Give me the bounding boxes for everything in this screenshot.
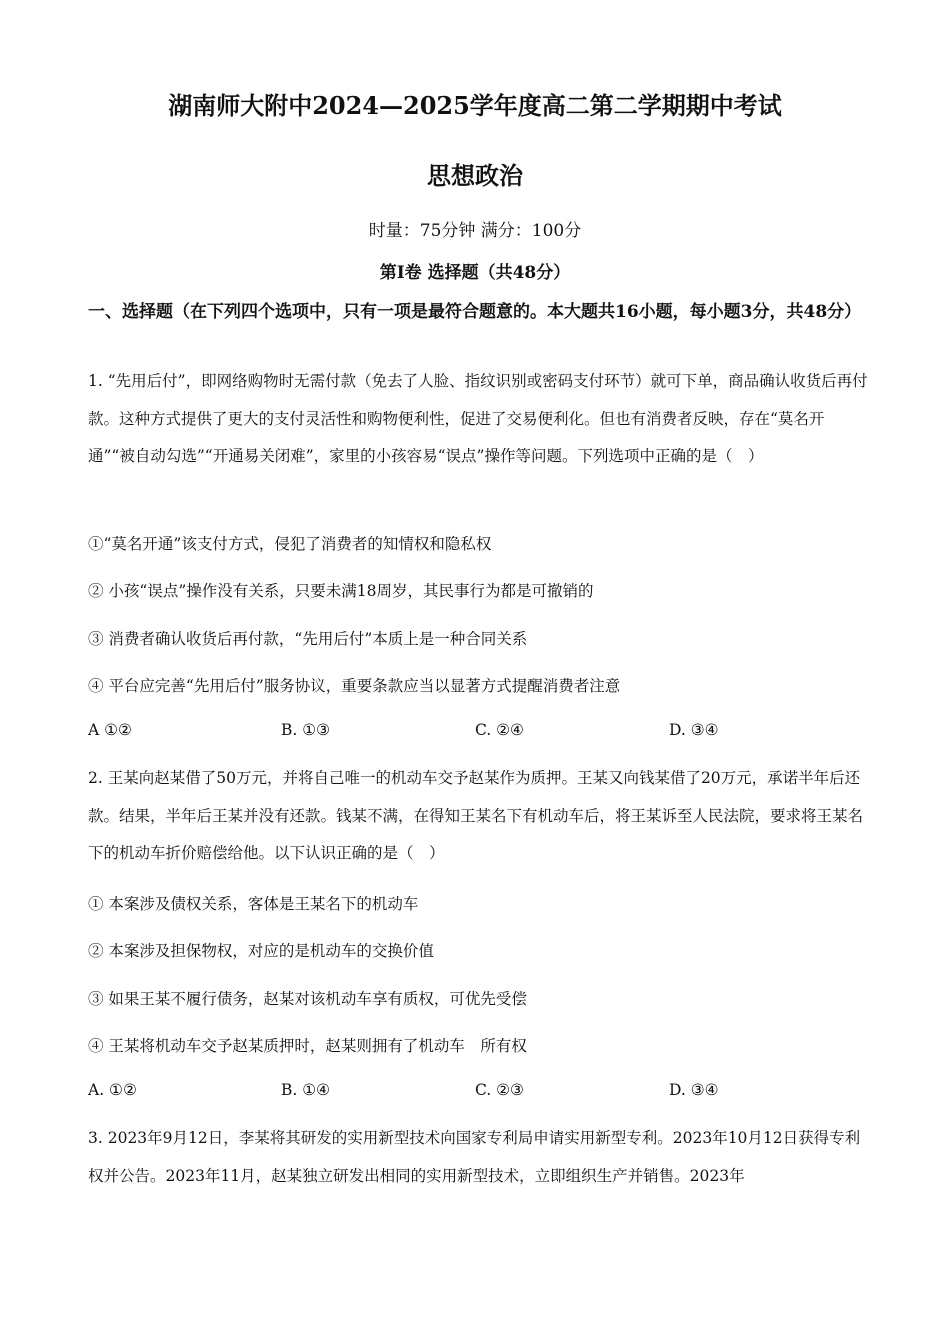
- question-1-stem: 1. “先用后付”，即网络购物时无需付款（免去了人脸、指纹识别或密码支付环节）就可下单，商品确认收货后再付款。这种方式提供了更大的支付灵活性和购物便利性，促进了交易便利化。但也有消费者反映，存在“莫名开通”“被自动勾选”“开通易关闭难”，家里的小孩容易“误点”操作等问题。下列选项中正确的是（ ）: [88, 372, 868, 465]
- question-1-statement-1: ①“莫名开通”该支付方式，侵犯了消费者的知情权和隐私权: [88, 535, 492, 553]
- question-2-statement-1: ① 本案涉及债权关系，客体是王某名下的机动车: [88, 895, 419, 913]
- question-1-option-a: A ①②: [88, 721, 132, 739]
- question-2-stem: 2. 王某向赵某借了50万元，并将自己唯一的机动车交予赵某作为质押。王某又向钱某借了20万元，承诺半年后还款。结果，半年后王某并没有还款。钱某不满，在得知王某名下有机动车后，将王某诉至人民法院，要求将王某名下的机动车折价赔偿给他。以下认识正确的是（ ）: [88, 769, 864, 862]
- question-1-option-d: D. ③④: [669, 721, 719, 739]
- question-1-statement-3: ③ 消费者确认收货后再付款，“先用后付”本质上是一种合同关系: [88, 630, 528, 648]
- section-instruction: 一、选择题（在下列四个选项中，只有一项是最符合题意的。本大题共16小题，每小题3分，共48分）: [88, 302, 862, 322]
- question-2-option-a: A. ①②: [88, 1081, 137, 1099]
- question-2-option-d: D. ③④: [669, 1081, 719, 1099]
- question-3-stem: 3. 2023年9月12日，李某将其研发的实用新型技术向国家专利局申请实用新型专利。2023年10月12日获得专利权并公告。2023年11月，赵某独立研发出相同的实用新型技术，立即组织生产并销售。2023年: [88, 1129, 861, 1185]
- exam-title: 湖南师大附中2024—2025学年度高二第二学期期中考试: [168, 91, 782, 120]
- question-1-statement-4: ④ 平台应完善“先用后付”服务协议，重要条款应当以显著方式提醒消费者注意: [88, 677, 621, 695]
- question-1-option-c: C. ②④: [475, 721, 524, 739]
- exam-meta: 时量：75分钟 满分：100分: [368, 221, 582, 241]
- question-2-option-c: C. ②③: [475, 1081, 524, 1099]
- question-2-statement-2: ② 本案涉及担保物权，对应的是机动车的交换价值: [88, 942, 434, 960]
- question-1-option-b: B. ①③: [281, 721, 331, 739]
- question-2-option-b: B. ①④: [281, 1081, 331, 1099]
- question-2-statement-4: ④ 王某将机动车交予赵某质押时，赵某则拥有了机动车 所有权: [88, 1037, 527, 1055]
- subject-title: 思想政治: [427, 161, 523, 190]
- section-title: 第Ⅰ卷 选择题（共48分）: [379, 263, 571, 283]
- question-1-statement-2: ② 小孩“误点”操作没有关系，只要未满18周岁，其民事行为都是可撤销的: [88, 582, 594, 600]
- question-2-statement-3: ③ 如果王某不履行债务，赵某对该机动车享有质权，可优先受偿: [88, 990, 527, 1008]
